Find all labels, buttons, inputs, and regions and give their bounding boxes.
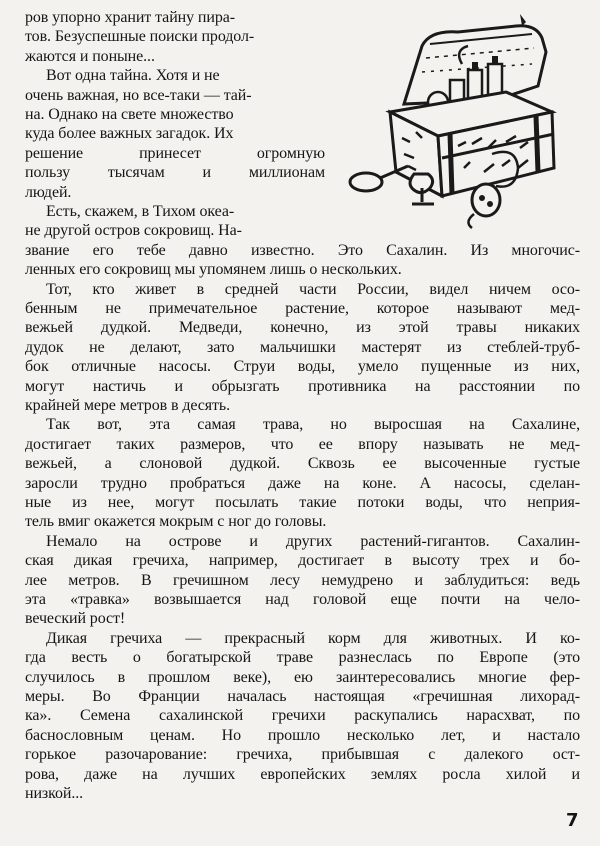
text-line: куда более важных загадок. Их bbox=[25, 125, 234, 143]
text-line: пользу тысячам и миллионам bbox=[25, 164, 325, 182]
text-line: заросли трудно пробраться даже на коне. А насосы, сделан- bbox=[25, 474, 580, 492]
page-number: 7 bbox=[566, 810, 579, 831]
treasure-chest-illustration bbox=[346, 8, 596, 230]
text-line: Немало на острове и других растений-гигантов. Сахалин- bbox=[46, 532, 580, 550]
text-line: бенным не примечательное растение, которое называют мед- bbox=[25, 300, 580, 317]
text-line: Так вот, эта самая трава, но выросшая на Сахалине, bbox=[46, 416, 580, 434]
text-line: не другой остров сокровищ. На- bbox=[25, 222, 242, 240]
text-line: рова, даже на лучших европейских землях росла хилой и bbox=[25, 765, 580, 783]
text-line: лее метров. В гречишном лесу немудрено и заблудиться: ведь bbox=[25, 571, 580, 589]
text-line: Тот, кто живет в средней части России, видел ничем осо- bbox=[46, 280, 580, 298]
text-line: могут настичь и обрызгать противника на расстоянии по bbox=[25, 377, 580, 395]
text-line: горькое разочарование: гречиха, прибывшая с далекого ост- bbox=[25, 746, 580, 764]
text-line: Дикая гречиха — прекрасный корм для животных. И ко- bbox=[46, 629, 580, 647]
text-line: Есть, скажем, в Тихом океа- bbox=[46, 203, 235, 220]
text-line: на. Однако на свете множество bbox=[25, 106, 234, 123]
text-line: веческий рост! bbox=[25, 610, 126, 628]
text-line: меры. Во Франции началась настоящая «гречишная лихорад- bbox=[25, 688, 580, 705]
text-line: низкой... bbox=[25, 785, 84, 802]
text-line: тель вмиг окажется мокрым с ног до головы. bbox=[25, 513, 327, 531]
text-line: баснословным ценам. Но прошло несколько лет, и настало bbox=[25, 726, 580, 744]
text-line: жаются и поныне... bbox=[25, 47, 155, 65]
text-line: ные из нее, могут посылать такие потоки воды, что неприя- bbox=[25, 494, 580, 511]
text-line: людей. bbox=[25, 183, 72, 201]
text-line: ров упорно хранит тайну пира- bbox=[25, 9, 235, 26]
text-line: случилось в прошлом веке), ею заинтересовались многие фер- bbox=[25, 668, 580, 686]
text-line: вежьей, а слоновой дудкой. Сквозь ее высоченные густые bbox=[25, 455, 580, 473]
text-line: ская дикая гречиха, например, достигает в высоту трех и бо- bbox=[25, 552, 580, 570]
text-line: тов. Безуспешные поиски продол- bbox=[25, 28, 255, 46]
text-line: ка». Семена сахалинской гречихи раскупались нарасхват, по bbox=[25, 707, 580, 725]
text-line: вежьей дудкой. Медведи, конечно, из этой травы никаких bbox=[25, 319, 580, 337]
text-line: достигает таких размеров, что ее впору называть не мед- bbox=[25, 435, 580, 453]
text-line: бок отличные насосы. Струи воды, умело пущенные из них, bbox=[25, 358, 580, 376]
text-line: ленных его сокровищ мы упомянем лишь о нескольких. bbox=[25, 261, 402, 279]
text-line: Вот одна тайна. Хотя и не bbox=[46, 67, 220, 85]
text-line: очень важная, но все-таки — тай- bbox=[25, 86, 252, 104]
text-line: решение принесет огромную bbox=[25, 144, 325, 162]
text-line: дудок не делают, зато мальчишки мастерят из стеблей-труб- bbox=[25, 338, 580, 356]
text-line: звание его тебе давно известно. Это Сахалин. Из многочис- bbox=[25, 241, 580, 259]
text-line: крайней мере метров в десять. bbox=[25, 397, 231, 414]
text-line: эта «травка» возвышается над головой еще почти на чело- bbox=[25, 591, 580, 608]
text-line: гда весть о богатырской траве разнеслась по Европе (это bbox=[25, 649, 580, 667]
